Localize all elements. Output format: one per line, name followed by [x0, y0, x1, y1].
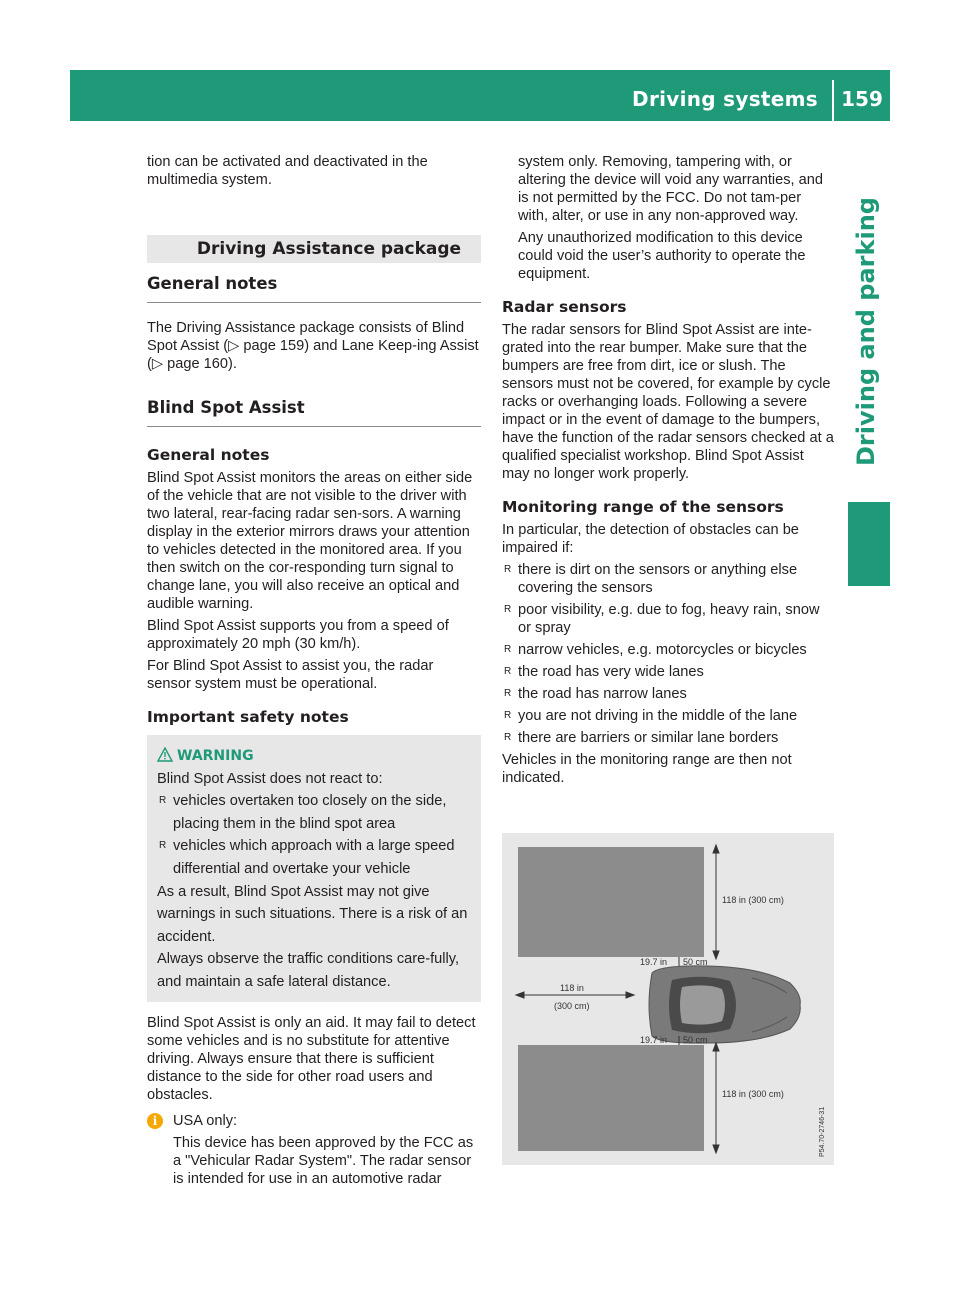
bullet-icon: R [504, 666, 512, 677]
list-item: R vehicles which approach with a large speed differential and overtake your vehicle [157, 835, 473, 880]
info-continuation-1: system only. Removing, tampering with, or altering the device will void any warranties, and is not permitted by the FCC. Do not tam-per with, alter, or use in any non-approved way. [518, 154, 824, 224]
aid-text: Blind Spot Assist is only an aid. It may fail to detect some vehicles and is no substitute for attentive driving. Always ensure that there is sufficient distance to the side for other road users and obstacles. [147, 1014, 476, 1103]
info-icon: i [147, 1113, 163, 1129]
list-item: R narrow vehicles, e.g. motorcycles or bicycles [504, 642, 807, 658]
list-item: R you are not driving in the middle of the lane [504, 708, 798, 724]
general-notes-heading: General notes [147, 273, 481, 303]
bsa-general-notes-heading: General notes [147, 446, 270, 464]
intro-text: tion can be activated and deactivated in the multimedia system. [147, 154, 428, 188]
bullet-icon: R [159, 840, 167, 852]
info-continuation [502, 153, 834, 283]
side-tab-marker [848, 502, 890, 586]
warning-intro: Blind Spot Assist does not react to: [157, 770, 383, 787]
warning-label: WARNING [177, 748, 254, 764]
list-item: R the road has narrow lanes [504, 686, 687, 702]
figure-code: P54.70-2746-31 [819, 1106, 826, 1157]
upper-zone [518, 847, 704, 957]
page-number: 159 [841, 87, 883, 111]
side-tab-label: Driving and parking [852, 197, 880, 466]
info-continuation-2: Any unauthorized modification to this device could void the user’s authority to operate the equipment. [518, 230, 806, 282]
page-header-title: Driving systems [632, 87, 818, 111]
top-range-label: 118 in (300 cm) [722, 895, 784, 905]
list-item: R poor visibility, e.g. due to fog, heavy rain, snow or spray [504, 602, 820, 636]
section-title: Driving Assistance package [147, 235, 481, 263]
monitoring-range-diagram [502, 833, 834, 1165]
warning-list [157, 790, 473, 880]
bullet-icon: R [504, 732, 512, 743]
info-note [147, 1112, 481, 1188]
warning-paragraph-1: As a result, Blind Spot Assist may not give warnings in such situations. There is a risk of an accident. [157, 883, 468, 945]
bullet-icon: R [504, 644, 512, 655]
safety-notes-heading: Important safety notes [147, 708, 349, 726]
list-item: R there are barriers or similar lane borders [504, 730, 779, 746]
left-column [147, 153, 481, 1188]
monitoring-range-figure [502, 833, 834, 1165]
list-item: R vehicles overtaken too closely on the side, placing them in the blind spot area [157, 790, 473, 835]
warning-paragraph-2: Always observe the traffic conditions care-fully, and maintain a safe lateral distance. [157, 951, 460, 990]
monitoring-list [502, 561, 834, 747]
warning-header [157, 745, 473, 768]
info-text: This device has been approved by the FCC as a "Vehicular Radar System". The radar sensor is intended for use in an automotive radar [173, 1134, 474, 1187]
bsa-paragraph-2: Blind Spot Assist supports you from a speed of approximately 20 mph (30 km/h). [147, 618, 449, 652]
list-item: R there is dirt on the sensors or anything else covering the sensors [504, 562, 798, 596]
bullet-icon: R [504, 564, 512, 575]
right-column [502, 153, 834, 787]
gap-top-label: 19.7 in [640, 957, 668, 967]
side-range-label: 118 in [560, 983, 584, 993]
bullet-icon: R [504, 688, 512, 699]
gap-top-cm-label: 50 cm [683, 957, 708, 967]
lower-zone [518, 1045, 704, 1151]
bsa-paragraph-1: Blind Spot Assist monitors the areas on either side of the vehicle that are not visible to the driver with two lateral, rear-facing radar sen-sors. A warning display in the exterior mirrors draws your attention to vehicles detected in the monitored area. If you then switch on the cor-responding turn signal to change lane, you will also receive an optical and audible warning. [147, 470, 473, 612]
gap-bottom-label: 19.7 in [640, 1035, 668, 1045]
warning-box [147, 735, 481, 1002]
list-item: R the road has very wide lanes [504, 664, 704, 680]
monitoring-outro: Vehicles in the monitoring range are then not indicated. [502, 752, 792, 786]
bsa-paragraph-3: For Blind Spot Assist to assist you, the radar sensor system must be operational. [147, 658, 434, 692]
bottom-range-label: 118 in (300 cm) [722, 1089, 784, 1099]
monitoring-range-heading: Monitoring range of the sensors [502, 498, 784, 516]
info-label: USA only: [173, 1112, 238, 1129]
car-icon [649, 966, 800, 1043]
blind-spot-assist-heading: Blind Spot Assist [147, 397, 481, 427]
warning-triangle-icon [157, 747, 173, 762]
gap-bottom-cm-label: 50 cm [683, 1035, 708, 1045]
header-bar [70, 70, 890, 121]
side-range-label-cm: (300 cm) [554, 1001, 590, 1011]
general-notes-text: The Driving Assistance package consists of Blind Spot Assist (▷ page 159) and Lane Keep-ing Assist (▷ page 160). [147, 320, 479, 372]
bullet-icon: R [504, 604, 512, 615]
bullet-icon: R [159, 795, 167, 807]
monitoring-intro: In particular, the detection of obstacles can be impaired if: [502, 522, 799, 556]
bullet-icon: R [504, 710, 512, 721]
radar-sensors-text: The radar sensors for Blind Spot Assist are inte-grated into the rear bumper. Make sure that the bumpers are free from dirt, ice or slush. The sensors must not be covered, for example by cycle racks or overhanging loads. Following a severe impact or in the event of damage to the bumpers, have the function of the radar sensors checked at a qualified specialist workshop. Blind Spot Assist may no longer work properly. [502, 322, 834, 482]
radar-sensors-heading: Radar sensors [502, 298, 627, 316]
